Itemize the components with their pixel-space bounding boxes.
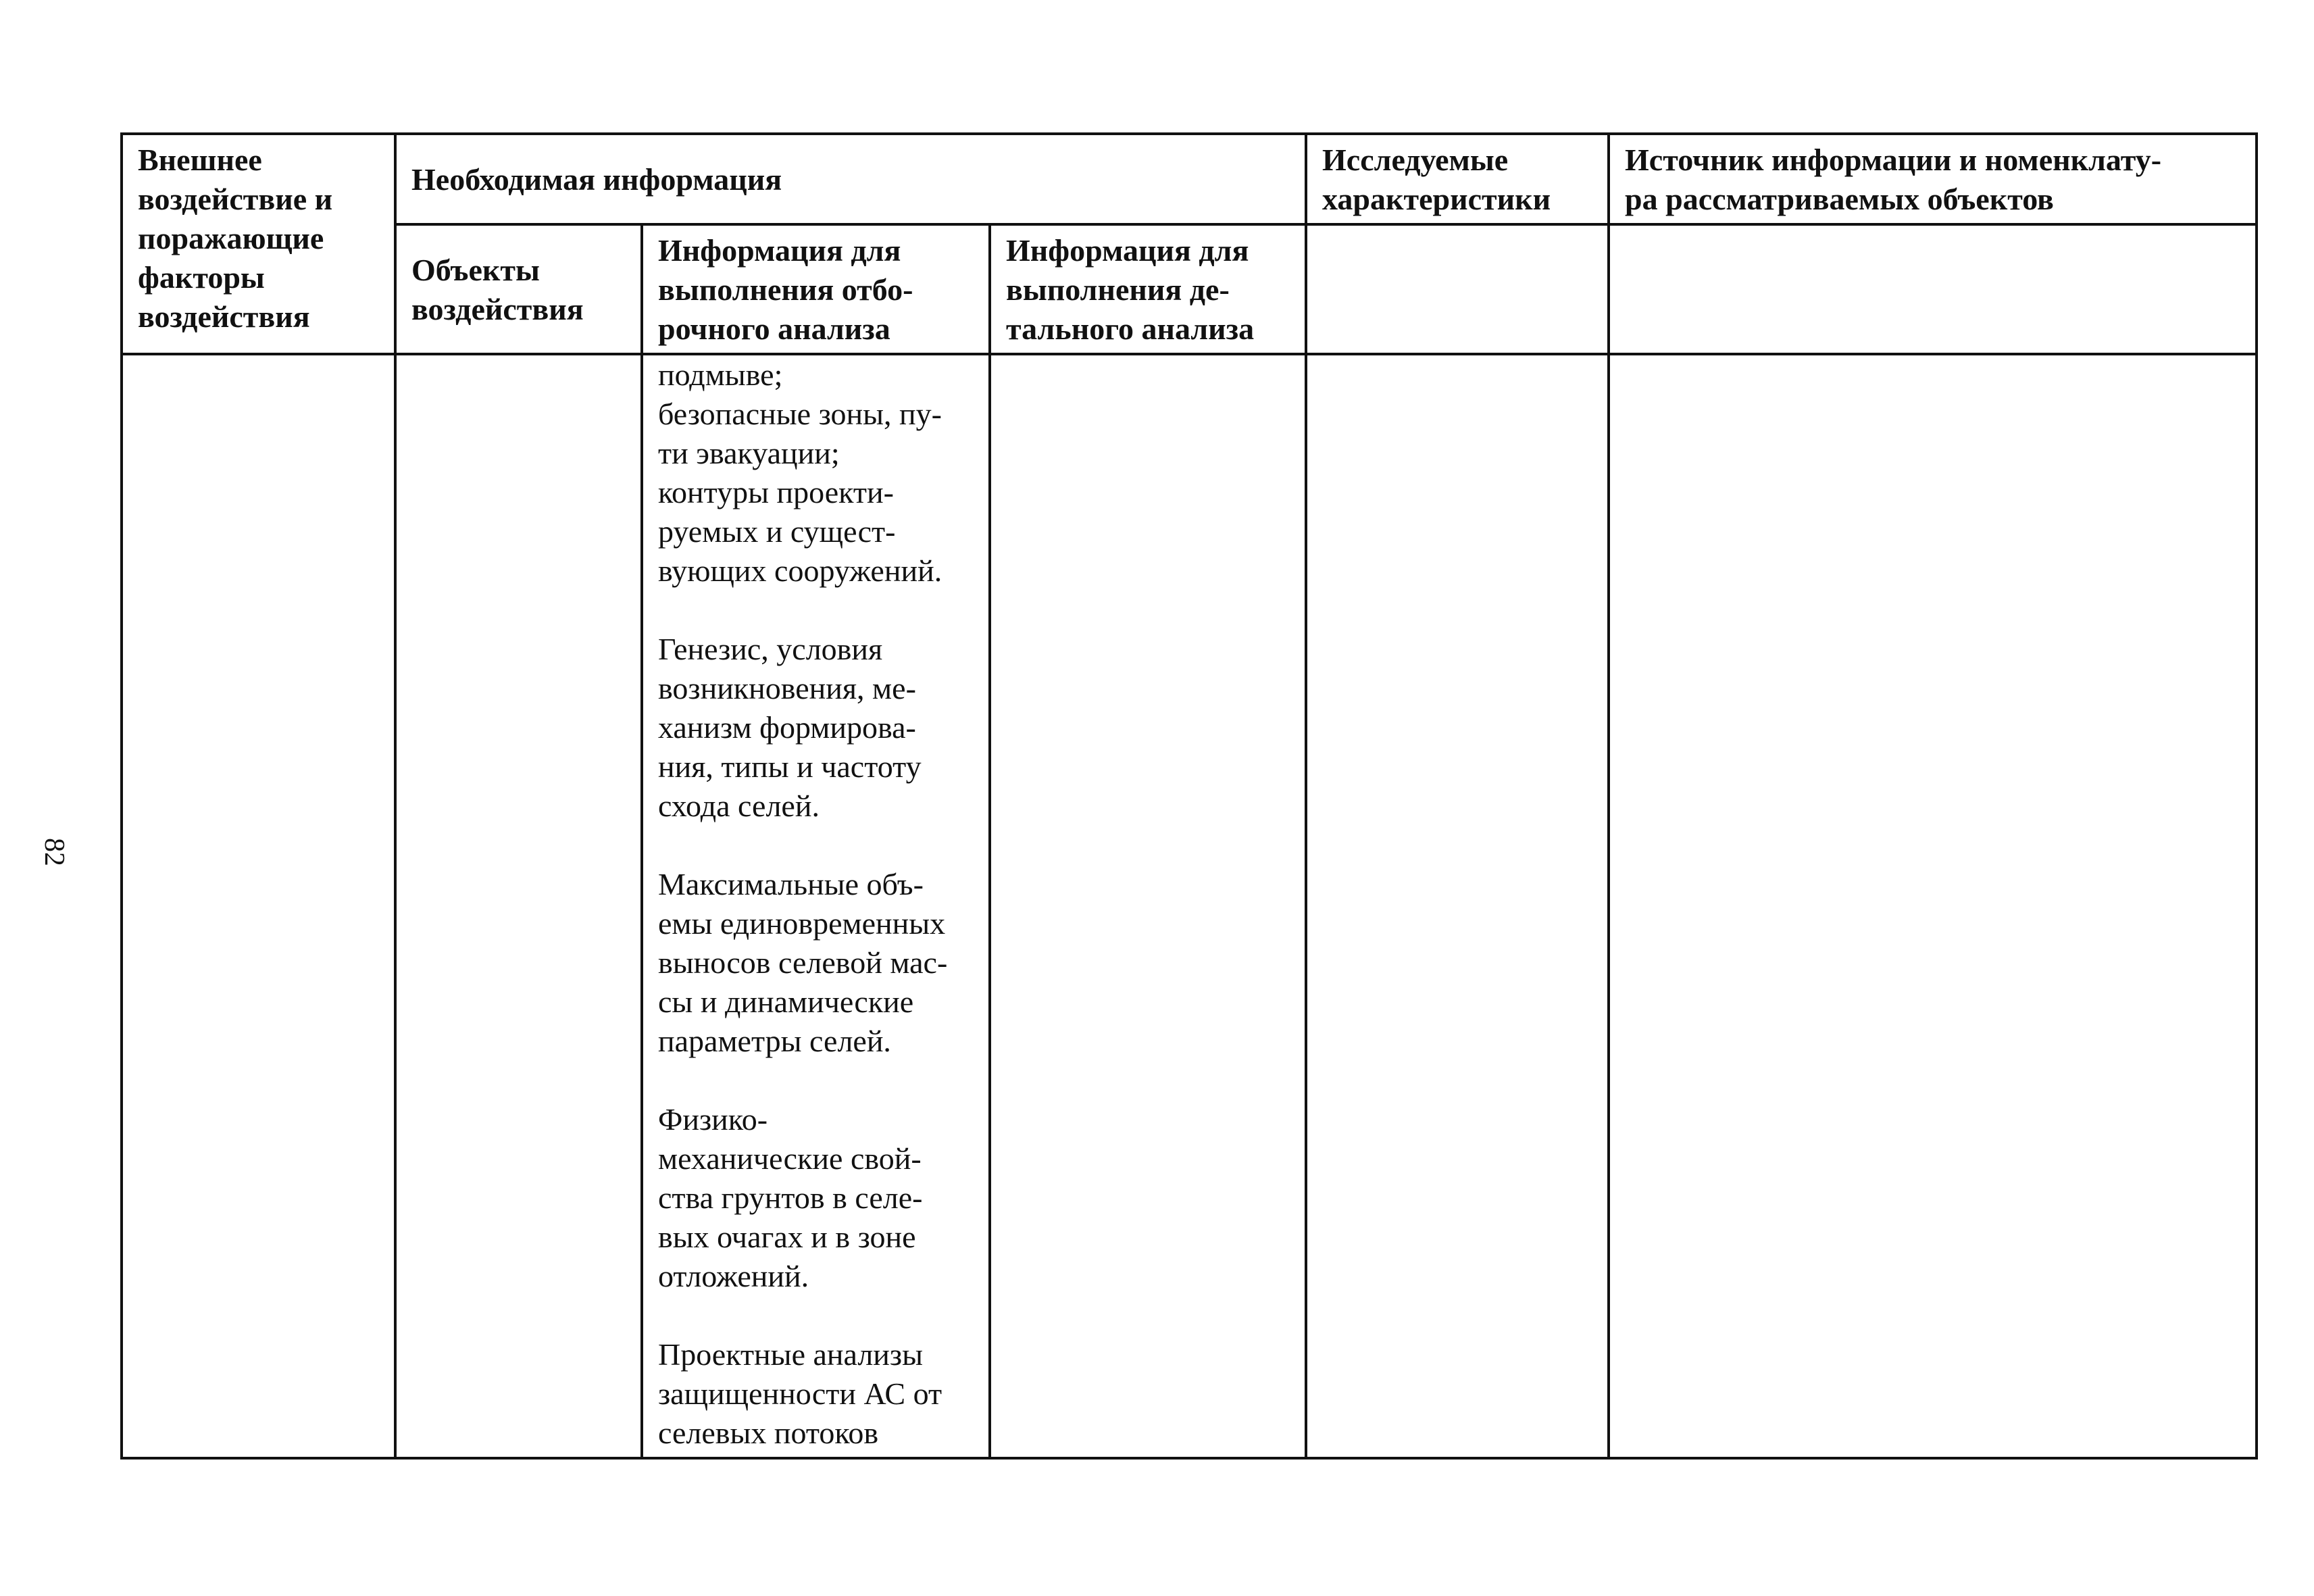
header-screening-info: Информация для выполнения отбо- рочного анализа <box>642 224 990 354</box>
requirements-table <box>120 132 2258 1460</box>
header-required-info: Необходимая информация <box>395 134 1306 224</box>
header-row-sub <box>122 224 2257 354</box>
header-impact-objects: Объекты воздействия <box>395 224 642 354</box>
header-info-source: Источник информации и номенклату- ра рассматриваемых объектов <box>1609 134 2257 224</box>
header-external-impact: Внешнее воздействие и поражающие факторы воздействия <box>122 134 395 354</box>
header-studied-characteristics: Исследуемые характеристики <box>1306 134 1609 224</box>
cell-impact-objects <box>395 354 642 1458</box>
screening-paragraph: Физико- механические свой- ства грунтов в селе- вых очагах и в зоне отложений. <box>658 1102 923 1293</box>
table-row <box>122 354 2257 1458</box>
screening-paragraph: Максимальные объ- емы единовременных выносов селевой мас- сы и динамические параметры селей. <box>658 867 948 1058</box>
header-studied-characteristics-empty <box>1306 224 1609 354</box>
header-detailed-info: Информация для выполнения де- тального анализа <box>990 224 1306 354</box>
table-body <box>122 354 2257 1458</box>
header-info-source-empty <box>1609 224 2257 354</box>
header-row-top <box>122 134 2257 224</box>
cell-info-source <box>1609 354 2257 1458</box>
screening-paragraph: подмыве; безопасные зоны, пу- ти эвакуации; контуры проекти- руемых и сущест- вующих сооружений. <box>658 357 942 588</box>
table-header <box>122 134 2257 354</box>
cell-detailed-info <box>990 354 1306 1458</box>
cell-studied-characteristics <box>1306 354 1609 1458</box>
cell-external-impact <box>122 354 395 1458</box>
screening-paragraph: Проектные анализы защищенности АС от селевых потоков <box>658 1337 942 1450</box>
screening-paragraph: Генезис, условия возникновения, ме- ханизм формирова- ния, типы и частоту схода селей. <box>658 632 922 823</box>
page-number: 82 <box>39 838 70 866</box>
cell-screening-info <box>642 354 990 1458</box>
